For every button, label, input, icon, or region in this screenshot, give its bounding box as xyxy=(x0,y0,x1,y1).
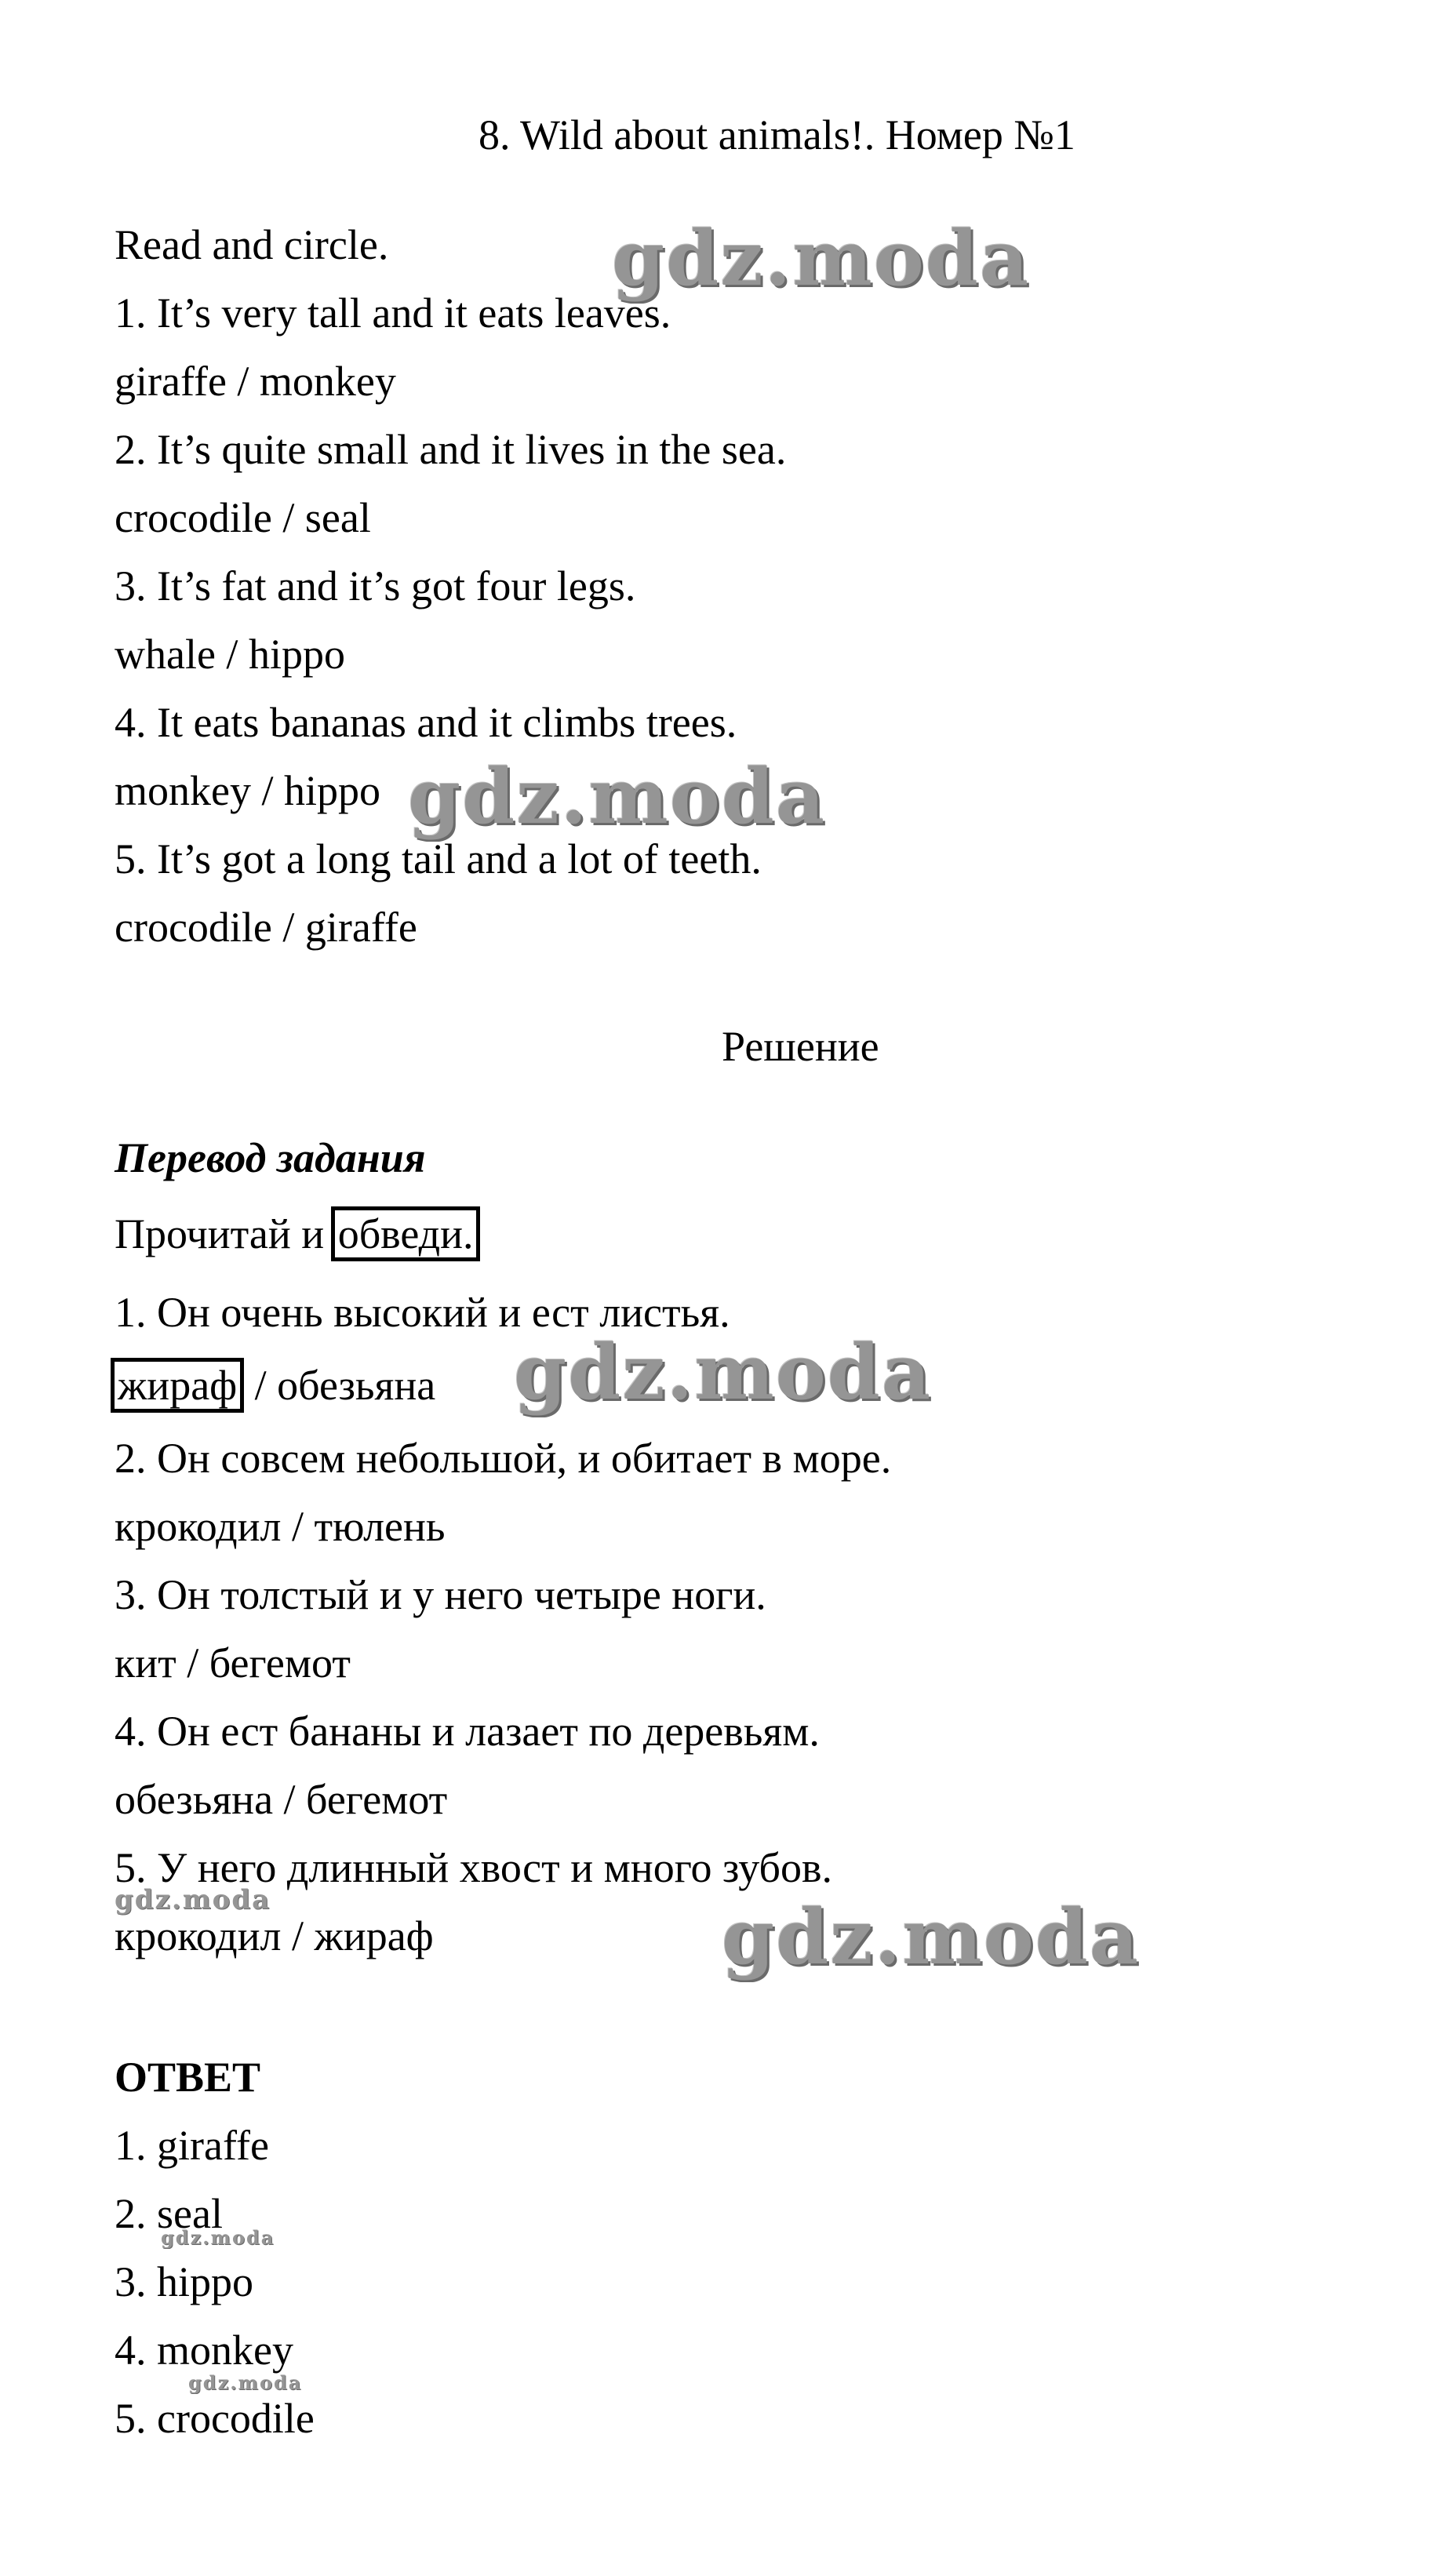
translation-options-rest-1: / обезьяна xyxy=(244,1362,436,1409)
translation-question-4: 4. Он ест бананы и лазает по деревьям. xyxy=(115,1708,820,1755)
translation-options-1 xyxy=(115,1360,435,1410)
page-title: 8. Wild about animals!. Номер №1 xyxy=(479,111,1075,158)
task-options-5: crocodile / giraffe xyxy=(115,904,417,951)
task-options-2: crocodile / seal xyxy=(115,494,371,541)
watermark: gdz.moda xyxy=(612,214,1031,303)
watermark: gdz.moda xyxy=(161,2226,275,2249)
translation-question-1: 1. Он очень высокий и ест листья. xyxy=(115,1289,730,1336)
task-question-1: 1. It’s very tall and it eats leaves. xyxy=(115,289,671,337)
answer-heading: ОТВЕТ xyxy=(115,2054,261,2101)
answer-item-3: 3. hippo xyxy=(115,2258,254,2305)
task-options-3: whale / hippo xyxy=(115,631,345,678)
task-instruction: Read and circle. xyxy=(115,221,389,268)
watermark: gdz.moda xyxy=(115,1884,271,1916)
task-options-1: giraffe / monkey xyxy=(115,358,396,405)
translation-options-4: обезьяна / бегемот xyxy=(115,1776,448,1823)
answer-item-2: 2. seal xyxy=(115,2190,223,2237)
answer-item-4: 4. monkey xyxy=(115,2327,293,2374)
task-question-4: 4. It eats bananas and it climbs trees. xyxy=(115,699,737,746)
translation-question-3: 3. Он толстый и у него четыре ноги. xyxy=(115,1571,766,1618)
solution-label: Решение xyxy=(722,1023,879,1070)
translation-instruction xyxy=(115,1209,480,1259)
translation-instruction-prefix: Прочитай и xyxy=(115,1210,335,1257)
translation-options-2: крокодил / тюлень xyxy=(115,1503,446,1550)
translation-options-5: крокодил / жираф xyxy=(115,1912,434,1959)
watermark: gdz.moda xyxy=(514,1328,933,1417)
answer-item-5: 5. crocodile xyxy=(115,2395,315,2442)
watermark: gdz.moda xyxy=(408,752,827,841)
translation-question-5: 5. У него длинный хвост и много зубов. xyxy=(115,1844,832,1891)
translation-heading: Перевод задания xyxy=(115,1134,426,1181)
task-question-2: 2. It’s quite small and it lives in the sea. xyxy=(115,426,787,473)
watermark: gdz.moda xyxy=(188,2371,303,2394)
task-question-3: 3. It’s fat and it’s got four legs. xyxy=(115,562,636,609)
task-options-4: monkey / hippo xyxy=(115,767,380,814)
watermark: gdz.moda xyxy=(722,1893,1141,1981)
task-question-5: 5. It’s got a long tail and a lot of teeth. xyxy=(115,835,762,882)
translation-options-3: кит / бегемот xyxy=(115,1639,351,1686)
translation-instruction-boxed: обведи. xyxy=(331,1206,481,1261)
translation-option-boxed-1: жираф xyxy=(111,1358,244,1413)
answer-item-1: 1. giraffe xyxy=(115,2122,269,2169)
translation-question-2: 2. Он совсем небольшой, и обитает в море. xyxy=(115,1435,892,1482)
